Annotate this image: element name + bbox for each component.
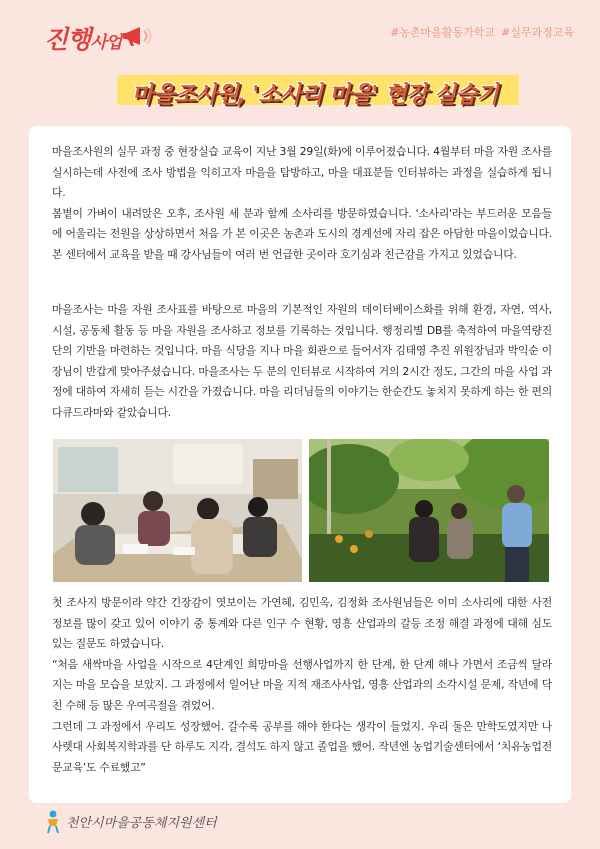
paragraph: 마을조사원의 실무 과정 중 현장실습 교육이 지난 3월 29일(화)에 이루어졌습니다. 4월부터 마을 자원 조사를 실시하는데 사전에 조사 방법을 익히고자 마을을 탐방하고, 마을 대표분들 인터뷰하는 과정을 실습하게 됩니다. — [52, 145, 552, 200]
hashtag[interactable]: #실무과정교육 — [501, 26, 574, 39]
section-logo — [44, 20, 121, 56]
paragraph: 마을조사는 마을 자원 조사표를 바탕으로 마을의 기본적인 자원의 데이터베이스화를 위해 환경, 자연, 역사, 시설, 공동체 활동 등 마을 자원을 조사하고 정보를 기록하는 것입니다. 행정리별 DB를 축적하여 마을역량진단의 기반을 마련하는 것입니다. 마을 식당을 지나 마을 회관으로 들어서자 김태영 추진 위원장님과 박익순 이장님이 반갑게 맞아주셨습니다. 마을조사는 두 분의 인터뷰로 시작하여 거의 2시간 정도, 그간의 마을 사업 과정에 대하여 자세히 듣는 시간을 가졌습니다. 마을 리더님들의 이야기는 한순간도 놓치지 못하게 하는 한 편의 다큐드라마와 같았습니다. — [52, 303, 552, 419]
quote-paragraph: “처음 새싹마을 사업을 시작으로 4단계인 희망마을 선행사업까지 한 단계, 한 단계 해나 가면서 조금씩 달라지는 마을 모습을 보았지. 그 과정에서 일어난 마을 지적 재조사사업, 영흥 산업과의 소각시설 문제, 작년에 닥친 수해 등 많은 우여곡절을 겪었어. — [52, 657, 552, 712]
title-banner — [107, 71, 522, 111]
article-body-top — [52, 142, 552, 266]
hashtags — [384, 24, 574, 40]
article-body-bottom — [52, 593, 552, 778]
photo-meeting-room — [53, 439, 302, 582]
article-body-middle — [52, 300, 552, 424]
paragraph: 첫 조사지 방문이라 약간 긴장감이 엿보이는 가연혜, 김민옥, 김정화 조사원님들은 이미 소사리에 대한 사전 정보를 많이 갖고 있어 이야기 중 통계와 다른 인구 수 현황, 영흥 산업과의 갈등 조정 해결 과정에 대해 심도 있는 질문도 하였습니다. — [52, 596, 552, 651]
hashtag[interactable]: #농촌마을활동가학교 — [390, 26, 496, 39]
page-title: 마을조사원, '소사리 마을' 현장 실습기 — [131, 82, 498, 108]
photo-greenhouse — [309, 439, 549, 582]
quote-paragraph: 그런데 그 과정에서 우리도 성장했어. 갈수록 공부를 해야 한다는 생각이 들었지. 우리 둘은 만학도였지만 나사렛대 사회복지학과를 단 하루도 지각, 결석도 하지 않고 졸업을 했어. 작년엔 농업기술센터에서 ‘치유농업전문교육’도 수료했고” — [52, 719, 552, 774]
footer-org-name — [50, 812, 217, 831]
logo-text: 진행 — [44, 25, 91, 54]
megaphone-icon — [122, 24, 156, 50]
logo-text-small: 사업 — [90, 33, 122, 53]
paragraph: 봄볕이 가벼이 내려앉은 오후, 조사원 세 분과 함께 소사리를 방문하였습니다. '소사리'라는 부드러운 모음들에 어울리는 전원을 상상하면서 처음 가 본 이곳은 농촌과 도시의 경계선에 자리 잡은 아담한 마을이었습니다. 본 센터에서 교육을 받을 때 강사님들이 여러 번 언급한 곳이라 호기심과 친근감을 가지고 있었습니다. — [52, 206, 552, 261]
org-name: 천안시마을공동체지원센터 — [66, 816, 217, 831]
